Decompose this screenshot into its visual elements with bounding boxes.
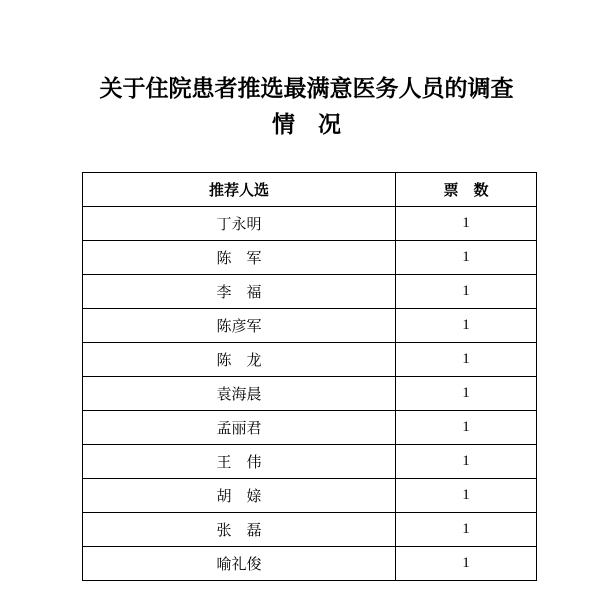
nominee-name: 陈 军 <box>83 241 396 275</box>
vote-count: 1 <box>396 241 537 275</box>
vote-count: 1 <box>396 479 537 513</box>
table-row <box>83 411 537 445</box>
nominee-name: 张 磊 <box>83 513 396 547</box>
table-row <box>83 445 537 479</box>
table-row <box>83 343 537 377</box>
vote-count: 1 <box>396 343 537 377</box>
vote-count: 1 <box>396 207 537 241</box>
nominee-name: 丁永明 <box>83 207 396 241</box>
vote-table <box>82 172 537 581</box>
nominee-name: 陈 龙 <box>83 343 396 377</box>
vote-count: 1 <box>396 547 537 581</box>
vote-count: 1 <box>396 309 537 343</box>
table-row <box>83 547 537 581</box>
table-row <box>83 207 537 241</box>
header-votes: 票 数 <box>396 173 537 207</box>
nominee-name: 孟丽君 <box>83 411 396 445</box>
document-title-continued: 情 况 <box>272 112 341 138</box>
nominee-name: 胡 媇 <box>83 479 396 513</box>
nominee-name: 李 福 <box>83 275 396 309</box>
table-row <box>83 241 537 275</box>
vote-count: 1 <box>396 411 537 445</box>
nominee-name: 陈彦军 <box>83 309 396 343</box>
header-nominee: 推荐人选 <box>83 173 396 207</box>
nominee-name: 王 伟 <box>83 445 396 479</box>
table-header-row <box>83 173 537 207</box>
nominee-name: 喻礼俊 <box>83 547 396 581</box>
vote-count: 1 <box>396 377 537 411</box>
vote-count: 1 <box>396 513 537 547</box>
nominee-name: 袁海晨 <box>83 377 396 411</box>
document-title: 关于住院患者推选最满意医务人员的调查 <box>99 76 514 102</box>
vote-count: 1 <box>396 275 537 309</box>
vote-count: 1 <box>396 445 537 479</box>
table-row <box>83 275 537 309</box>
table-row <box>83 309 537 343</box>
table-row <box>83 377 537 411</box>
table-row <box>83 513 537 547</box>
table-row <box>83 479 537 513</box>
